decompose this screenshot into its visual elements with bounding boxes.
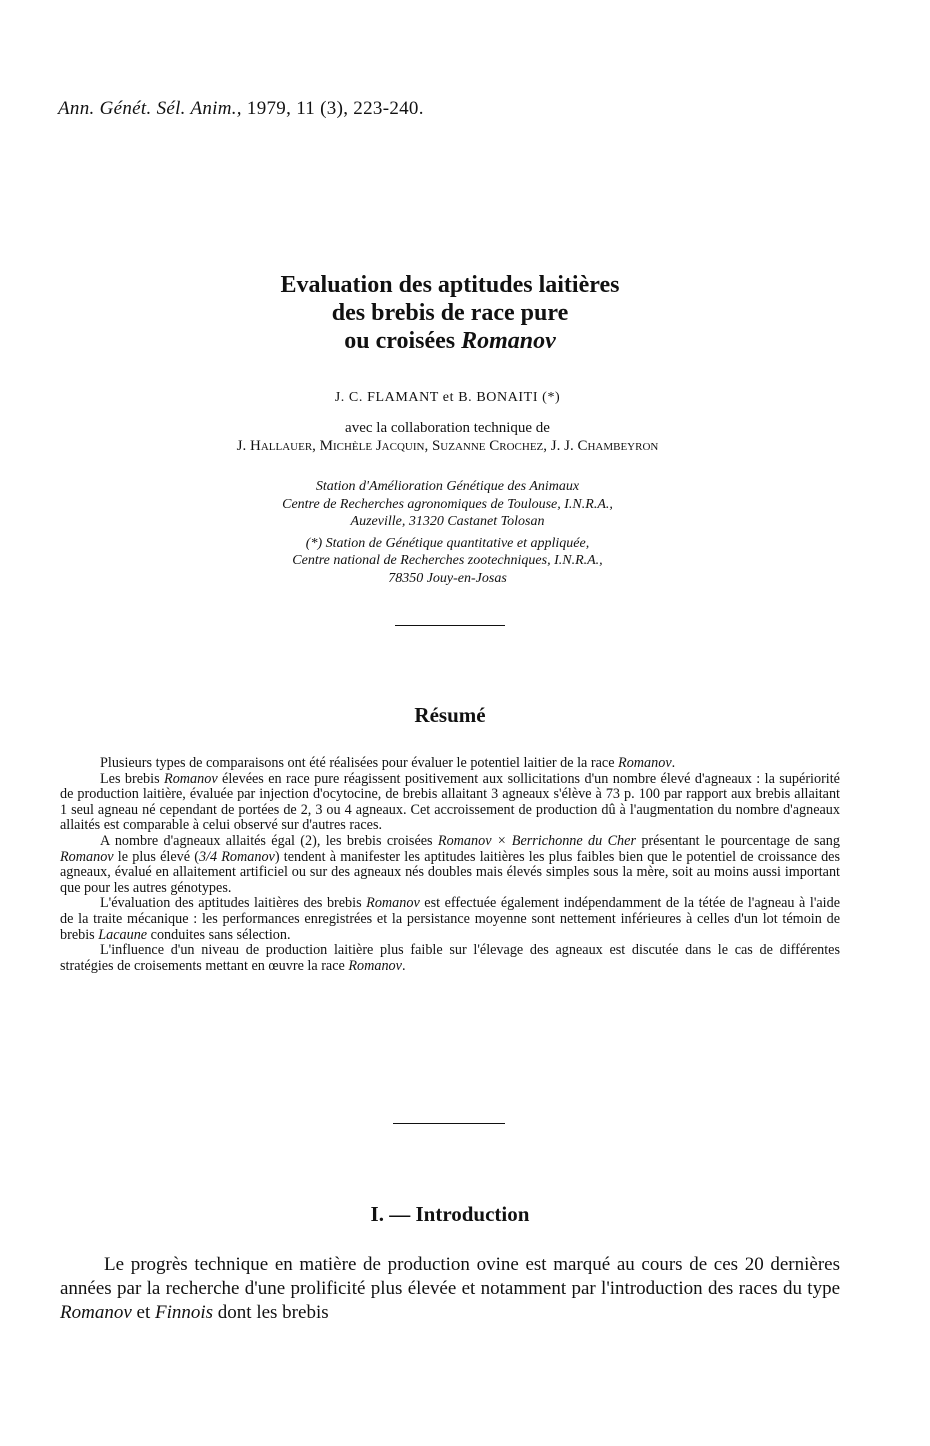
introduction-body bbox=[60, 1253, 840, 1325]
affiliation-line-1: Station d'Amélioration Génétique des Animaux bbox=[315, 479, 580, 494]
title-line-3 bbox=[0, 327, 900, 355]
separator-rule-top bbox=[395, 625, 505, 626]
title-line-1: Evaluation des aptitudes laitières bbox=[280, 272, 620, 298]
journal-name: Ann. Génét. Sél. Anim., bbox=[58, 98, 242, 119]
introduction-heading: I. — Introduction bbox=[370, 1202, 530, 1226]
title-line-3-italic: Romanov bbox=[461, 328, 556, 354]
affiliation-line-5: Centre national de Recherches zootechniques, I.N.R.A., bbox=[292, 553, 603, 568]
separator-rule-bottom bbox=[393, 1123, 505, 1124]
affiliation-line-3: Auzeville, 31320 Castanet Tolosan bbox=[350, 514, 545, 529]
affiliation-line-2: Centre de Recherches agronomiques de Toulouse, I.N.R.A., bbox=[282, 496, 613, 512]
collaboration-names: J. Hallauer, Michèle Jacquin, Suzanne Crochez, J. J. Chambeyron bbox=[236, 438, 659, 454]
journal-reference bbox=[58, 98, 424, 120]
affiliation-line-4: (*) Station de Génétique quantitative et appliquée, bbox=[305, 535, 590, 551]
collaboration bbox=[0, 419, 895, 455]
journal-details: 1979, 11 (3), 223-240. bbox=[241, 98, 424, 119]
abstract-paragraph: L'influence d'un niveau de production laitière plus faible sur l'élevage des agneaux est discutée dans le cas de différentes stratégies de croisements mettant en œuvre la race Romanov. bbox=[60, 942, 840, 974]
collaboration-intro: avec la collaboration technique de bbox=[345, 420, 550, 436]
introduction-paragraph: Le progrès technique en matière de production ovine est marqué au cours de ces 20 dernières années par la recherche d'une prolificité plus élevée et notamment par l'introduction des races du type Romanov et Finnois dont les brebis bbox=[60, 1254, 840, 1323]
affiliation-line-6: 78350 Jouy-en-Josas bbox=[388, 570, 507, 586]
abstract-paragraph: Plusieurs types de comparaisons ont été réalisées pour évaluer le potentiel laitier de la race Romanov. bbox=[100, 755, 676, 771]
title-line-2: des brebis de race pure bbox=[331, 300, 569, 326]
title-line-3-prefix: ou croisées bbox=[344, 328, 462, 354]
resume-heading: Résumé bbox=[414, 703, 486, 727]
abstract bbox=[60, 756, 840, 974]
abstract-paragraph: A nombre d'agneaux allaités égal (2), les brebis croisées Romanov × Berrichonne du Cher présentant le pourcentage de sang Romanov le plus élevé (3/4 Romanov) tendent à manifester les aptitudes laitières les plus faibles bien que le potentiel de croissance des agneaux, évalué en allaitement artificiel ou sur des agneaux nés doubles mais élevés simples sous la mère, soit au moins aussi important que pour les autres génotypes. bbox=[60, 832, 840, 896]
paper-title bbox=[0, 271, 900, 355]
authors: J. C. FLAMANT et B. BONAITI (*) bbox=[334, 390, 561, 405]
abstract-paragraph: L'évaluation des aptitudes laitières des brebis Romanov est effectuée également indépendamment de la tétée de l'agneau à l'aide de la traite mécanique : les performances enregistrées et la persistance moyenne sont nettement inférieures à celles d'un lot témoin de brebis Lacaune conduites sans sélection. bbox=[60, 895, 840, 943]
affiliations bbox=[0, 478, 895, 587]
abstract-paragraph: Les brebis Romanov élevées en race pure réagissent positivement aux sollicitations d'un nombre élevé d'agneaux : la supériorité de production laitière, évaluée par injection d'ocytocine, de brebis allaitant 3 agneaux s'élève à 73 p. 100 par rapport aux brebis allaitant 1 seul agneau né cependant de portées de 2, 3 ou 4 agneaux. Cet accroissement de production dû à l'augmentation du nombre d'agneaux allaités est comparable à celui observé sur d'autres races. bbox=[60, 770, 840, 834]
